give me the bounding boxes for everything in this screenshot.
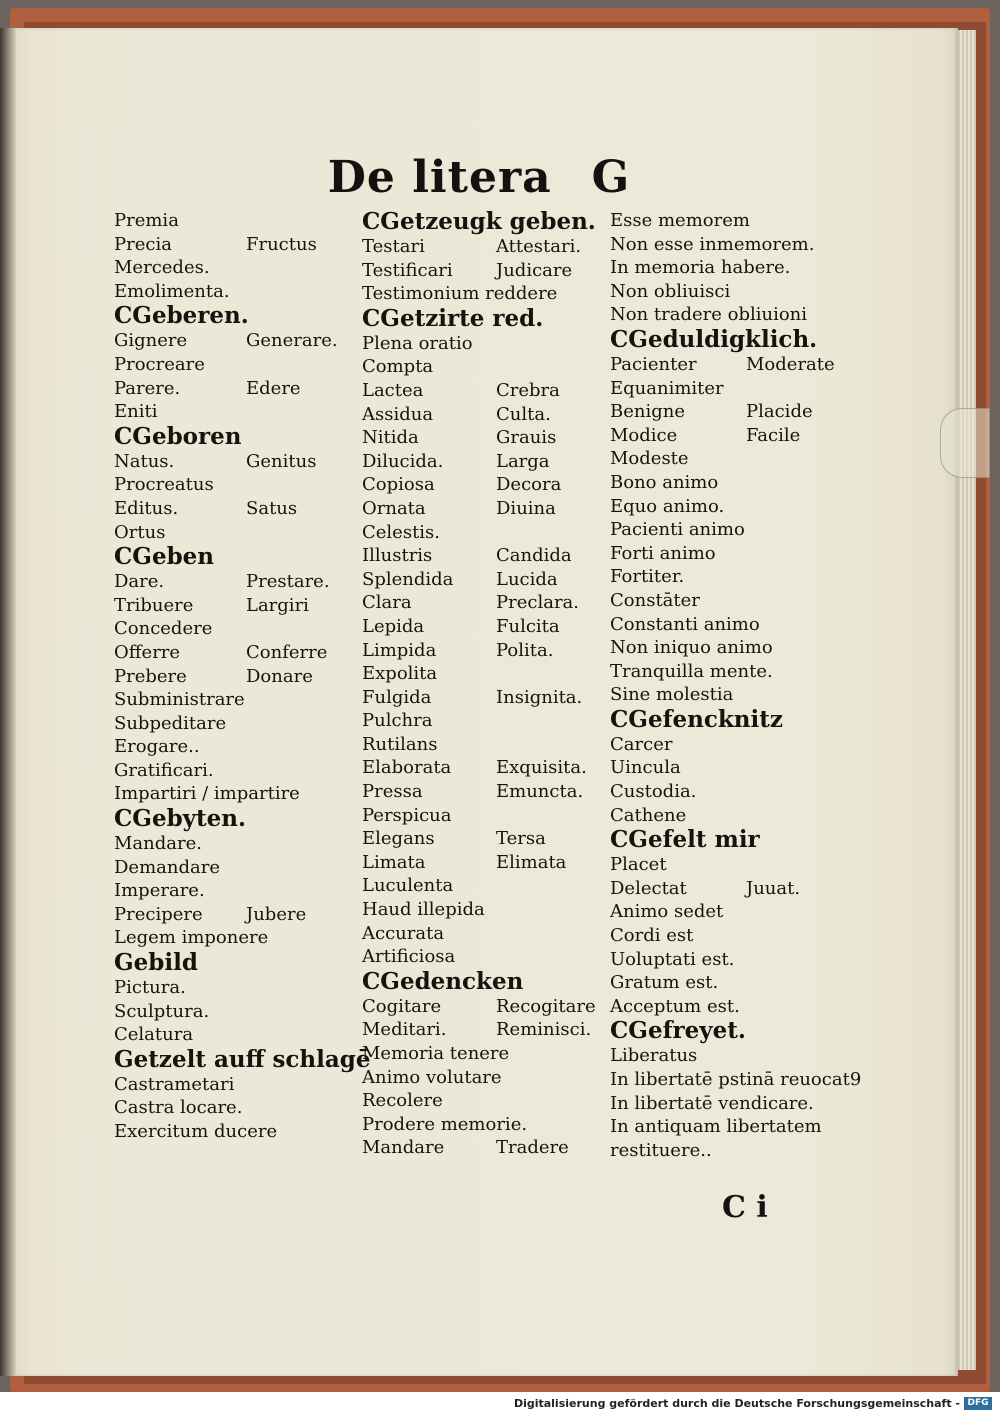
entry-synonym: Facile bbox=[746, 424, 801, 446]
word-entry bbox=[362, 686, 622, 710]
entry-synonym: Juuat. bbox=[746, 877, 801, 899]
entry-term: Gignere bbox=[114, 330, 188, 352]
entry-term: Pacienter bbox=[610, 353, 697, 375]
word-entry bbox=[362, 521, 622, 545]
entry-term: Castrametari bbox=[114, 1073, 235, 1095]
word-entry bbox=[610, 780, 850, 804]
word-entry bbox=[114, 473, 374, 497]
entry-synonym: Culta. bbox=[496, 403, 551, 425]
section-heading: CGebyten. bbox=[114, 805, 247, 833]
word-entry bbox=[114, 1096, 374, 1120]
entry-term: Splendida bbox=[362, 568, 454, 590]
word-entry bbox=[114, 759, 374, 783]
entry-term: Legem imponere bbox=[114, 927, 269, 949]
entry-term: Prodere memorie. bbox=[362, 1113, 528, 1135]
entry-term: Impartiri / impartire bbox=[114, 783, 300, 805]
entry-synonym: Conferre bbox=[246, 641, 328, 663]
word-entry bbox=[114, 879, 374, 903]
word-entry bbox=[114, 665, 374, 689]
entry-term: Cogitare bbox=[362, 995, 442, 1017]
word-entry bbox=[362, 662, 622, 686]
column-1 bbox=[114, 209, 374, 1144]
section-heading: CGeberen. bbox=[114, 302, 249, 330]
entry-synonym: Larga bbox=[496, 450, 550, 472]
entry-synonym: Tersa bbox=[496, 828, 546, 850]
entry-synonym: Attestari. bbox=[496, 236, 582, 257]
entry-term: Precipere bbox=[114, 903, 203, 925]
entry-term: Eniti bbox=[114, 401, 158, 423]
word-entry bbox=[362, 379, 622, 403]
word-entry bbox=[362, 945, 622, 969]
word-entry bbox=[362, 804, 622, 828]
word-entry bbox=[114, 641, 374, 665]
entry-synonym: Largiri bbox=[246, 594, 309, 616]
word-entry bbox=[362, 709, 622, 733]
entry-synonym: Grauis bbox=[496, 427, 557, 449]
entry-term: Modeste bbox=[610, 448, 689, 470]
entry-term: Precia bbox=[114, 233, 172, 255]
word-entry bbox=[610, 1115, 850, 1139]
word-entry bbox=[114, 903, 374, 927]
entry-term: Celatura bbox=[114, 1024, 194, 1046]
entry-term: Plena oratio bbox=[362, 332, 473, 354]
footer-text: Digitalisierung gefördert durch die Deutsche Forschungsgemeinschaft - bbox=[513, 1397, 960, 1410]
entry-term: Limata bbox=[362, 851, 426, 873]
section-heading: CGedencken bbox=[362, 967, 524, 995]
entry-synonym: Judicare bbox=[496, 259, 573, 281]
entry-term: Forti animo bbox=[610, 542, 716, 564]
entry-term: restituere.. bbox=[610, 1139, 712, 1161]
entry-term: Lepida bbox=[362, 615, 425, 637]
column-3 bbox=[610, 209, 862, 1162]
page-title bbox=[0, 152, 958, 203]
entry-synonym: Insignita. bbox=[496, 686, 583, 708]
word-entry bbox=[114, 497, 374, 521]
word-entry bbox=[362, 639, 622, 663]
entry-synonym: Candida bbox=[496, 545, 572, 567]
word-entry bbox=[362, 756, 622, 780]
entry-synonym: Tradere bbox=[496, 1137, 569, 1159]
book-page bbox=[0, 28, 958, 1376]
word-entry bbox=[362, 780, 622, 804]
word-entry bbox=[610, 636, 850, 660]
entry-synonym: Reminisci. bbox=[496, 1019, 592, 1041]
word-entry bbox=[114, 832, 374, 856]
word-entry bbox=[362, 473, 622, 497]
word-entry bbox=[362, 497, 622, 521]
entry-term: Placet bbox=[610, 854, 667, 876]
entry-synonym: Placide bbox=[746, 401, 813, 423]
word-entry bbox=[362, 235, 622, 259]
entry-term: Elaborata bbox=[362, 757, 452, 779]
word-entry bbox=[362, 259, 622, 283]
word-entry bbox=[610, 613, 850, 637]
entry-synonym: Emuncta. bbox=[496, 781, 584, 803]
word-entry bbox=[610, 256, 850, 280]
word-entry bbox=[362, 1042, 622, 1066]
word-entry bbox=[610, 804, 850, 828]
word-entry bbox=[362, 591, 622, 615]
entry-synonym: Donare bbox=[246, 665, 313, 687]
word-entry bbox=[610, 1044, 850, 1068]
entry-term: Pacienti animo bbox=[610, 519, 745, 541]
entry-term: Constāter bbox=[610, 589, 700, 611]
word-entry bbox=[610, 471, 850, 495]
entry-term: Offerre bbox=[114, 641, 181, 663]
entry-term: Mercedes. bbox=[114, 257, 210, 279]
word-entry bbox=[362, 332, 622, 356]
entry-term: Procreare bbox=[114, 353, 205, 375]
entry-term: Compta bbox=[362, 356, 434, 378]
word-entry bbox=[610, 756, 850, 780]
entry-term: Tranquilla mente. bbox=[610, 660, 773, 682]
entry-synonym: Recogitare bbox=[496, 995, 596, 1017]
entry-term: Nitida bbox=[362, 427, 419, 449]
word-entry bbox=[362, 403, 622, 427]
word-entry bbox=[114, 594, 374, 618]
entry-term: In libertatē vendicare. bbox=[610, 1092, 814, 1114]
section-heading: CGeduldigklich. bbox=[610, 325, 818, 353]
entry-synonym: Diuina bbox=[496, 497, 556, 519]
word-entry bbox=[362, 1066, 622, 1090]
entry-term: Premia bbox=[114, 210, 179, 231]
word-entry bbox=[114, 712, 374, 736]
word-entry bbox=[114, 209, 374, 233]
word-entry bbox=[362, 1113, 622, 1137]
entry-synonym: Preclara. bbox=[496, 592, 579, 614]
section-heading: CGetzirte red. bbox=[362, 304, 544, 332]
entry-term: Natus. bbox=[114, 450, 175, 472]
entry-synonym: Moderate bbox=[746, 353, 835, 375]
entry-term: Copiosa bbox=[362, 474, 435, 496]
entry-synonym: Jubere bbox=[246, 903, 307, 925]
title-text: De litera bbox=[327, 152, 552, 203]
entry-term: Carcer bbox=[610, 733, 673, 755]
entry-term: In antiquam libertatem bbox=[610, 1116, 822, 1138]
entry-term: Expolita bbox=[362, 663, 438, 685]
entry-term: Uincula bbox=[610, 757, 681, 779]
word-entry bbox=[114, 688, 374, 712]
word-entry bbox=[362, 1136, 622, 1160]
entry-synonym: Exquisita. bbox=[496, 757, 587, 779]
word-entry bbox=[610, 995, 850, 1019]
page-gutter bbox=[0, 28, 16, 1376]
entry-term: Pictura. bbox=[114, 977, 186, 999]
entry-term: Mandare bbox=[362, 1137, 445, 1159]
word-entry bbox=[114, 570, 374, 594]
entry-term: Subministrare bbox=[114, 689, 245, 711]
word-entry bbox=[362, 450, 622, 474]
section-heading: Getzelt auff schlagē bbox=[114, 1045, 371, 1073]
word-entry bbox=[114, 856, 374, 880]
word-entry bbox=[610, 377, 850, 401]
entry-synonym: Lucida bbox=[496, 568, 558, 590]
footer-bar bbox=[0, 1392, 1000, 1417]
word-entry bbox=[362, 922, 622, 946]
dfg-logo: DFG bbox=[964, 1397, 992, 1410]
entry-term: Perspicua bbox=[362, 804, 452, 826]
entry-term: Acceptum est. bbox=[610, 995, 740, 1017]
word-entry bbox=[610, 1092, 850, 1116]
word-entry bbox=[362, 874, 622, 898]
entry-term: Procreatus bbox=[114, 474, 214, 496]
word-entry bbox=[362, 995, 622, 1019]
entry-term: Liberatus bbox=[610, 1045, 698, 1067]
word-entry bbox=[114, 450, 374, 474]
word-entry bbox=[610, 733, 850, 757]
entry-term: Modice bbox=[610, 424, 678, 446]
entry-synonym: Fructus bbox=[246, 233, 317, 255]
word-entry bbox=[610, 924, 850, 948]
word-entry bbox=[610, 233, 850, 257]
entry-term: Dilucida. bbox=[362, 450, 444, 472]
word-entry bbox=[114, 353, 374, 377]
entry-synonym: Satus bbox=[246, 497, 298, 519]
word-entry bbox=[610, 447, 850, 471]
word-entry bbox=[610, 280, 850, 304]
word-entry bbox=[362, 544, 622, 568]
word-entry bbox=[362, 1089, 622, 1113]
entry-term: Meditari. bbox=[362, 1019, 447, 1041]
entry-term: Rutilans bbox=[362, 733, 438, 755]
entry-term: Editus. bbox=[114, 497, 179, 519]
page-tab bbox=[940, 408, 990, 478]
entry-term: Exercitum ducere bbox=[114, 1121, 278, 1142]
word-entry bbox=[610, 683, 850, 707]
entry-term: Elegans bbox=[362, 828, 435, 850]
entry-synonym: Crebra bbox=[496, 379, 560, 401]
word-entry bbox=[610, 400, 850, 424]
word-entry bbox=[362, 355, 622, 379]
section-heading: CGeboren bbox=[114, 422, 242, 450]
entry-term: Testimonium reddere bbox=[362, 283, 558, 305]
entry-term: In memoria habere. bbox=[610, 257, 791, 279]
word-entry bbox=[114, 976, 374, 1000]
entry-term: Bono animo bbox=[610, 471, 719, 493]
entry-term: In libertatē pstinā reuocat9 bbox=[610, 1069, 862, 1090]
word-entry bbox=[610, 877, 850, 901]
word-entry bbox=[362, 426, 622, 450]
entry-term: Gratificari. bbox=[114, 759, 214, 781]
word-entry bbox=[610, 303, 850, 327]
section-heading: CGetzeugk geben. bbox=[362, 208, 596, 235]
entry-term: Erogare.. bbox=[114, 736, 200, 758]
entry-term: Fulgida bbox=[362, 686, 432, 708]
entry-term: Celestis. bbox=[362, 521, 441, 543]
entry-term: Cordi est bbox=[610, 925, 694, 947]
word-entry bbox=[610, 209, 850, 233]
word-entry bbox=[114, 233, 374, 257]
entry-term: Concedere bbox=[114, 618, 213, 640]
word-entry bbox=[610, 900, 850, 924]
entry-term: Non iniquo animo bbox=[610, 637, 773, 659]
entry-synonym: Prestare. bbox=[246, 571, 330, 593]
entry-term: Tribuere bbox=[114, 594, 194, 616]
entry-term: Ornata bbox=[362, 497, 426, 519]
entry-term: Pressa bbox=[362, 781, 423, 803]
entry-term: Accurata bbox=[362, 922, 445, 944]
entry-term: Custodia. bbox=[610, 781, 697, 803]
entry-term: Esse memorem bbox=[610, 210, 750, 231]
entry-term: Memoria tenere bbox=[362, 1043, 510, 1064]
word-entry bbox=[114, 256, 374, 280]
entry-term: Sculptura. bbox=[114, 1000, 210, 1022]
entry-term: Lactea bbox=[362, 379, 424, 401]
signature-mark: C i bbox=[722, 1190, 768, 1225]
word-entry bbox=[610, 542, 850, 566]
entry-term: Luculenta bbox=[362, 875, 454, 897]
word-entry bbox=[114, 1000, 374, 1024]
entry-term: Parere. bbox=[114, 377, 181, 399]
entry-term: Delectat bbox=[610, 877, 687, 899]
entry-term: Imperare. bbox=[114, 880, 205, 902]
word-entry bbox=[362, 282, 622, 306]
entry-term: Sine molestia bbox=[610, 684, 734, 706]
entry-term: Ortus bbox=[114, 521, 166, 543]
entry-term: Animo sedet bbox=[610, 901, 724, 923]
word-entry bbox=[610, 660, 850, 684]
section-heading: Gebild bbox=[114, 949, 198, 977]
word-entry bbox=[114, 377, 374, 401]
entry-term: Uoluptati est. bbox=[610, 948, 735, 970]
word-entry bbox=[114, 1073, 374, 1097]
word-entry bbox=[362, 615, 622, 639]
entry-term: Clara bbox=[362, 592, 412, 614]
word-entry bbox=[610, 1139, 850, 1163]
entry-term: Assidua bbox=[362, 403, 434, 425]
word-entry bbox=[610, 518, 850, 542]
word-entry bbox=[610, 853, 850, 877]
word-entry bbox=[610, 424, 850, 448]
word-entry bbox=[610, 1068, 862, 1092]
entry-term: Dare. bbox=[114, 571, 165, 593]
word-entry bbox=[114, 521, 374, 545]
entry-term: Constanti animo bbox=[610, 613, 760, 635]
word-entry bbox=[610, 353, 850, 377]
entry-term: Testari bbox=[362, 236, 425, 257]
entry-term: Fortiter. bbox=[610, 566, 685, 588]
word-entry bbox=[610, 971, 850, 995]
word-entry bbox=[362, 898, 622, 922]
word-entry bbox=[114, 617, 374, 641]
entry-term: Limpida bbox=[362, 639, 437, 661]
entry-term: Recolere bbox=[362, 1090, 443, 1112]
word-entry bbox=[114, 329, 374, 353]
word-entry bbox=[114, 280, 374, 304]
entry-term: Illustris bbox=[362, 545, 433, 567]
word-entry bbox=[114, 1120, 374, 1144]
word-entry bbox=[610, 589, 850, 613]
entry-synonym: Edere bbox=[246, 377, 301, 399]
entry-synonym: Elimata bbox=[496, 851, 567, 873]
entry-term: Artificiosa bbox=[362, 946, 456, 968]
entry-term: Testificari bbox=[362, 259, 453, 281]
entry-term: Pulchra bbox=[362, 710, 433, 732]
word-entry bbox=[114, 735, 374, 759]
section-heading: CGefreyet. bbox=[610, 1017, 746, 1045]
entry-term: Castra locare. bbox=[114, 1097, 243, 1119]
entry-term: Prebere bbox=[114, 665, 187, 687]
word-entry bbox=[362, 568, 622, 592]
entry-synonym: Decora bbox=[496, 474, 562, 496]
word-entry bbox=[114, 782, 374, 806]
entry-term: Non esse inmemorem. bbox=[610, 233, 815, 255]
title-letter: G bbox=[591, 152, 631, 203]
word-entry bbox=[610, 565, 850, 589]
entry-term: Demandare bbox=[114, 856, 220, 878]
entry-synonym: Generare. bbox=[246, 330, 338, 352]
entry-term: Benigne bbox=[610, 401, 685, 423]
entry-term: Non obliuisci bbox=[610, 280, 731, 302]
entry-synonym: Genitus bbox=[246, 450, 317, 472]
word-entry bbox=[362, 827, 622, 851]
entry-term: Haud illepida bbox=[362, 899, 485, 921]
word-entry bbox=[610, 948, 850, 972]
word-entry bbox=[362, 851, 622, 875]
word-entry bbox=[610, 495, 850, 519]
entry-term: Non tradere obliuioni bbox=[610, 304, 808, 326]
entry-term: Gratum est. bbox=[610, 972, 719, 994]
entry-term: Cathene bbox=[610, 804, 687, 826]
word-entry bbox=[114, 926, 374, 950]
entry-term: Animo volutare bbox=[362, 1066, 502, 1088]
column-2 bbox=[362, 209, 622, 1160]
entry-synonym: Polita. bbox=[496, 639, 554, 661]
entry-term: Emolimenta. bbox=[114, 280, 230, 302]
entry-term: Equo animo. bbox=[610, 495, 725, 517]
section-heading: CGeben bbox=[114, 543, 215, 571]
section-heading: CGefencknitz bbox=[610, 705, 783, 733]
entry-term: Equanimiter bbox=[610, 377, 724, 399]
word-entry bbox=[114, 400, 374, 424]
entry-term: Mandare. bbox=[114, 833, 202, 855]
word-entry bbox=[114, 1023, 374, 1047]
entry-synonym: Fulcita bbox=[496, 615, 560, 637]
entry-term: Subpeditare bbox=[114, 712, 227, 734]
section-heading: CGefelt mir bbox=[610, 826, 760, 854]
word-entry bbox=[362, 733, 622, 757]
word-entry bbox=[362, 1018, 622, 1042]
